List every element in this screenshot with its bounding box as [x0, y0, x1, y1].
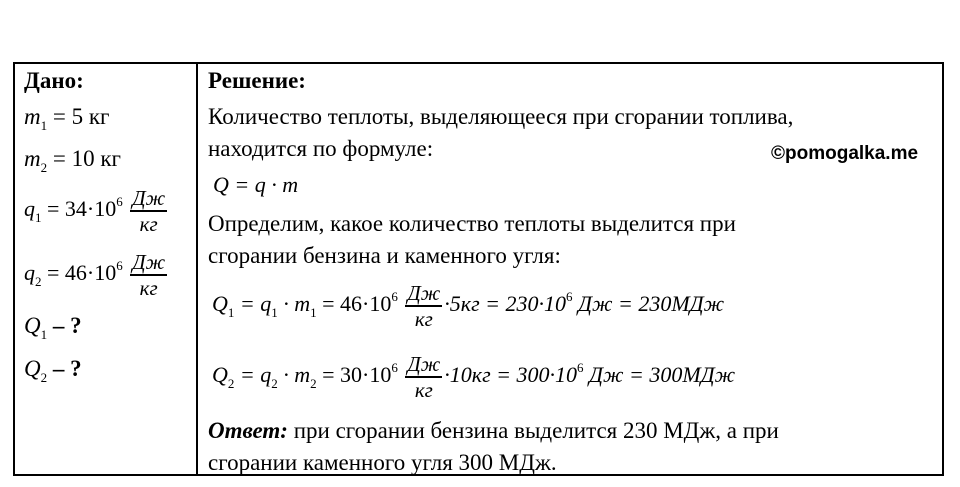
- solution-header: Решение:: [208, 68, 306, 93]
- solution-text-2a: Определим, какое количество теплоты выделится при: [208, 211, 736, 236]
- eq2-lhs-sub: 2: [227, 375, 235, 391]
- eq2-result: Дж = 300МДж: [583, 361, 736, 387]
- eq2-q-sub: 2: [271, 375, 278, 391]
- q2-symbol: q: [24, 259, 35, 285]
- q1-unit-denominator: кг: [139, 211, 158, 236]
- eq2-post-exp: 6: [577, 359, 584, 375]
- given-q2: [24, 250, 169, 300]
- eq1-den: кг: [414, 306, 433, 331]
- answer-line-1: [208, 418, 779, 444]
- eq2-q: = q: [234, 361, 272, 387]
- eq2-pre: = 30·10: [316, 361, 392, 387]
- Q2-unknown: – ?: [47, 356, 82, 381]
- answer-label: Ответ:: [208, 418, 288, 443]
- q1-unit-numerator: Дж: [132, 186, 166, 210]
- given-m1: [24, 104, 110, 133]
- q1-symbol: q: [24, 195, 35, 221]
- eq2-exp: 6: [391, 359, 398, 375]
- m2-symbol: m: [24, 146, 41, 171]
- eq1-pre: = 46·10: [316, 290, 392, 316]
- solution-text-1a: Количество теплоты, выделяющееся при сгорании топлива,: [208, 104, 794, 129]
- answer-line-2: сгорании каменного угля 300 МДж.: [208, 450, 557, 475]
- q2-unit-fraction: [130, 250, 167, 300]
- eq1-unit-fraction: [405, 281, 442, 331]
- eq2-unit-fraction: [405, 352, 442, 402]
- Q1-subscript: 1: [40, 327, 48, 342]
- find-Q1: [24, 313, 82, 342]
- eq2-den: кг: [414, 377, 433, 402]
- m1-subscript: 1: [40, 118, 48, 133]
- eq1-post: ·5кг = 230·10: [444, 290, 567, 316]
- q1-unit-fraction: [130, 186, 167, 236]
- find-Q2: [24, 356, 82, 385]
- eq1-q: = q: [234, 290, 272, 316]
- eq1-num: Дж: [407, 281, 441, 305]
- answer-text-1: при сгорании бензина выделится 230 МДж, а при: [287, 418, 779, 443]
- q1-exponent: 6: [116, 193, 123, 209]
- watermark: ©pomogalka.me: [771, 143, 919, 164]
- given-q1: [24, 186, 169, 236]
- given-header: Дано:: [24, 68, 84, 93]
- q1-value: = 34·10: [41, 195, 117, 221]
- heat-formula: Q = q · m: [213, 172, 299, 197]
- eq1-q-sub: 1: [271, 304, 278, 320]
- eq2-m: · m: [277, 361, 311, 387]
- eq1-m-sub: 1: [310, 304, 317, 320]
- m1-symbol: m: [24, 104, 41, 129]
- m2-subscript: 2: [40, 160, 48, 175]
- eq1-lhs-sub: 1: [227, 304, 235, 320]
- q2-exponent: 6: [116, 257, 123, 273]
- eq2-num: Дж: [407, 352, 441, 376]
- eq1-result: Дж = 230МДж: [572, 290, 725, 316]
- eq2-lhs: Q: [212, 361, 228, 387]
- Q1-symbol: Q: [24, 313, 41, 338]
- Q1-unknown: – ?: [47, 313, 82, 338]
- solution-text-2b: сгорании бензина и каменного угля:: [208, 243, 561, 268]
- equation-Q1: [212, 281, 724, 331]
- m1-value: = 5 кг: [47, 104, 110, 129]
- equation-Q2: [212, 352, 735, 402]
- Q2-subscript: 2: [40, 370, 48, 385]
- m2-value: = 10 кг: [47, 146, 121, 171]
- eq1-m: · m: [277, 290, 311, 316]
- solution-text-1b: находится по формуле:: [208, 136, 434, 161]
- eq2-m-sub: 2: [310, 375, 317, 391]
- eq1-exp: 6: [391, 288, 398, 304]
- eq2-post: ·10кг = 300·10: [444, 361, 578, 387]
- q2-subscript: 2: [35, 273, 42, 289]
- Q2-symbol: Q: [24, 356, 41, 381]
- column-divider: [196, 62, 198, 476]
- eq1-post-exp: 6: [566, 288, 573, 304]
- given-m2: [24, 146, 121, 175]
- q1-subscript: 1: [35, 209, 42, 225]
- q2-value: = 46·10: [41, 259, 117, 285]
- q2-unit-denominator: кг: [139, 275, 158, 300]
- eq1-lhs: Q: [212, 290, 228, 316]
- q2-unit-numerator: Дж: [132, 250, 166, 274]
